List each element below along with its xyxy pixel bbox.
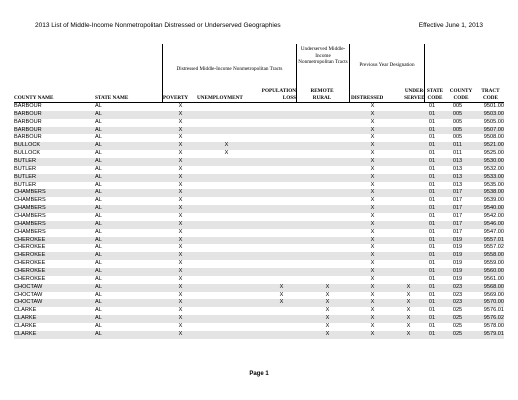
prev-underserved-cell: X (406, 315, 411, 322)
county-code-cell: 023 (452, 283, 463, 290)
tract-code-cell: 9503.00 (483, 110, 504, 117)
col-tract-code-header: TRACT CODE (481, 88, 500, 101)
table-row (14, 268, 504, 276)
table-row (14, 134, 504, 142)
prev-distressed-cell: X (370, 228, 375, 235)
county-cell: CHOCTAW (14, 291, 43, 298)
state-code-cell: 01 (428, 173, 436, 180)
table-row (14, 276, 504, 284)
county-code-cell: 017 (452, 228, 463, 235)
prev-distressed-cell: X (370, 323, 375, 330)
table-row (14, 174, 504, 182)
state-cell: AL (95, 260, 102, 267)
state-code-cell: 01 (428, 134, 436, 141)
prev-distressed-cell: X (370, 173, 375, 180)
poverty-cell: X (178, 268, 183, 275)
table-row (14, 197, 504, 205)
county-code-cell: 023 (452, 299, 463, 306)
state-code-cell: 01 (428, 165, 436, 172)
state-code-cell: 01 (428, 291, 436, 298)
poverty-cell: X (178, 283, 183, 290)
table-row (14, 221, 504, 229)
poverty-cell: X (178, 110, 183, 117)
header-divider (296, 44, 297, 102)
state-code-cell: 01 (428, 252, 436, 259)
tract-code-cell: 9547.00 (483, 228, 504, 235)
tract-code-cell: 9557.02 (483, 244, 504, 251)
county-code-cell: 017 (452, 197, 463, 204)
county-code-cell: 017 (452, 213, 463, 220)
table-row (14, 315, 504, 323)
table-row (14, 213, 504, 221)
tract-code-cell: 9576.02 (483, 315, 504, 322)
state-code-cell: 01 (428, 268, 436, 275)
remote-rural-cell: X (325, 330, 330, 337)
tract-code-cell: 9535.00 (483, 181, 504, 188)
state-code-cell: 01 (428, 330, 436, 337)
county-code-cell: 019 (452, 252, 463, 259)
county-code-cell: 019 (452, 268, 463, 275)
tract-table-body (14, 103, 504, 339)
county-cell: CHOCTAW (14, 299, 43, 306)
tract-code-cell: 9501.00 (483, 103, 504, 109)
state-cell: AL (95, 323, 102, 330)
table-row (14, 189, 504, 197)
poverty-cell: X (178, 291, 183, 298)
county-cell: CLARKE (14, 330, 37, 337)
population-loss-cell: X (279, 283, 284, 290)
state-code-cell: 01 (428, 275, 436, 282)
state-code-cell: 01 (428, 315, 436, 322)
prev-underserved-cell: X (406, 323, 411, 330)
county-cell: CHAMBERS (14, 205, 46, 212)
remote-rural-cell: X (325, 323, 330, 330)
prev-underserved-cell: X (406, 283, 411, 290)
col-state-code-header: STATE CODE (426, 88, 444, 101)
county-cell: CHAMBERS (14, 228, 46, 235)
county-cell: CHEROKEE (14, 268, 46, 275)
table-row (14, 142, 504, 150)
unemployment-cell: X (224, 150, 229, 157)
table-row (14, 252, 504, 260)
table-row (14, 205, 504, 213)
county-cell: CHEROKEE (14, 252, 46, 259)
remote-rural-cell: X (325, 307, 330, 314)
poverty-cell: X (178, 134, 183, 141)
county-cell: BARBOUR (14, 110, 42, 117)
prev-underserved-cell: X (406, 291, 411, 298)
prev-underserved-cell: X (406, 299, 411, 306)
table-row (14, 119, 504, 127)
state-cell: AL (95, 268, 102, 275)
tract-code-cell: 9568.00 (483, 283, 504, 290)
state-code-cell: 01 (428, 228, 436, 235)
poverty-cell: X (178, 323, 183, 330)
county-code-cell: 025 (452, 323, 463, 330)
poverty-cell: X (178, 260, 183, 267)
poverty-cell: X (178, 173, 183, 180)
tract-code-cell: 9508.00 (483, 134, 504, 141)
county-code-cell: 013 (452, 181, 463, 188)
tract-code-cell: 9505.00 (483, 118, 504, 125)
tract-code-cell: 9521.00 (483, 142, 504, 149)
county-cell: BUTLER (14, 165, 37, 172)
table-row (14, 166, 504, 174)
tract-code-cell: 9525.00 (483, 150, 504, 157)
county-cell: BULLOCK (14, 142, 41, 149)
state-cell: AL (95, 197, 102, 204)
county-code-cell: 005 (452, 110, 463, 117)
group-previous: Previous Year Designation (359, 62, 415, 68)
county-cell: CLARKE (14, 323, 37, 330)
state-cell: AL (95, 103, 102, 109)
tract-code-cell: 9557.01 (483, 236, 504, 243)
state-cell: AL (95, 158, 102, 165)
state-code-cell: 01 (428, 323, 436, 330)
state-code-cell: 01 (428, 283, 436, 290)
poverty-cell: X (178, 236, 183, 243)
state-cell: AL (95, 330, 102, 337)
county-code-cell: 005 (452, 134, 463, 141)
county-code-cell: 019 (452, 260, 463, 267)
tract-code-cell: 9540.00 (483, 205, 504, 212)
tract-code-cell: 9560.00 (483, 268, 504, 275)
county-code-cell: 005 (452, 126, 463, 133)
state-cell: AL (95, 283, 102, 290)
poverty-cell: X (178, 275, 183, 282)
poverty-cell: X (178, 213, 183, 220)
state-cell: AL (95, 118, 102, 125)
poverty-cell: X (178, 103, 183, 109)
state-cell: AL (95, 220, 102, 227)
state-cell: AL (95, 165, 102, 172)
state-cell: AL (95, 291, 102, 298)
state-cell: AL (95, 252, 102, 259)
table-row (14, 158, 504, 166)
state-code-cell: 01 (428, 197, 436, 204)
county-code-cell: 017 (452, 220, 463, 227)
state-cell: AL (95, 205, 102, 212)
col-population-loss-header: POPULATION LOSS (261, 88, 296, 101)
tract-code-cell: 9542.00 (483, 213, 504, 220)
poverty-cell: X (178, 228, 183, 235)
group-distressed: Distressed Middle-Income Nonmetropolitan Tracts (176, 66, 283, 72)
poverty-cell: X (178, 252, 183, 259)
poverty-cell: X (178, 189, 183, 196)
table-row (14, 284, 504, 292)
state-cell: AL (95, 307, 102, 314)
prev-distressed-cell: X (370, 299, 375, 306)
county-cell: BARBOUR (14, 103, 42, 109)
state-cell: AL (95, 173, 102, 180)
poverty-cell: X (178, 165, 183, 172)
state-code-cell: 01 (428, 142, 436, 149)
unemployment-cell: X (224, 142, 229, 149)
county-code-cell: 011 (453, 142, 462, 149)
table-row (14, 237, 504, 245)
poverty-cell: X (178, 315, 183, 322)
poverty-cell: X (178, 126, 183, 133)
tract-code-cell: 9532.00 (483, 165, 504, 172)
tract-code-cell: 9561.00 (483, 275, 504, 282)
state-cell: AL (95, 275, 102, 282)
county-cell: CLARKE (14, 307, 37, 314)
county-code-cell: 013 (452, 158, 463, 165)
col-remote-rural-header: REMOTE RURAL (310, 88, 334, 101)
table-row (14, 182, 504, 190)
tract-code-cell: 9539.00 (483, 197, 504, 204)
tract-code-cell: 9570.00 (483, 299, 504, 306)
county-code-cell: 025 (452, 307, 463, 314)
state-cell: AL (95, 142, 102, 149)
county-cell: BARBOUR (14, 134, 42, 141)
county-code-cell: 019 (452, 244, 463, 251)
tract-code-cell: 9576.01 (483, 307, 504, 314)
col-poverty-header: POVERTY (163, 95, 189, 101)
col-prev-underserved-header: UNDER- SERVED (404, 88, 425, 101)
county-code-cell: 011 (453, 150, 462, 157)
state-code-cell: 01 (428, 158, 436, 165)
col-county-header: COUNTY NAME (14, 95, 54, 101)
county-cell: CHEROKEE (14, 260, 46, 267)
state-code-cell: 01 (428, 205, 436, 212)
state-cell: AL (95, 134, 102, 141)
table-row (14, 150, 504, 158)
state-code-cell: 01 (428, 260, 436, 267)
table-row (14, 307, 504, 315)
tract-code-cell: 9530.00 (483, 158, 504, 165)
county-code-cell: 019 (452, 275, 463, 282)
poverty-cell: X (178, 307, 183, 314)
state-cell: AL (95, 236, 102, 243)
tract-code-cell: 9538.00 (483, 189, 504, 196)
state-code-cell: 01 (428, 307, 436, 314)
poverty-cell: X (178, 197, 183, 204)
prev-distressed-cell: X (370, 220, 375, 227)
table-row (14, 260, 504, 268)
county-code-cell: 005 (452, 118, 463, 125)
table-row (14, 323, 504, 331)
poverty-cell: X (178, 142, 183, 149)
remote-rural-cell: X (325, 291, 330, 298)
poverty-cell: X (178, 330, 183, 337)
county-cell: BUTLER (14, 158, 37, 165)
poverty-cell: X (178, 205, 183, 212)
prev-distressed-cell: X (370, 103, 375, 109)
state-cell: AL (95, 244, 102, 251)
table-row (14, 111, 504, 119)
state-cell: AL (95, 126, 102, 133)
state-code-cell: 01 (428, 126, 436, 133)
state-cell: AL (95, 213, 102, 220)
tract-code-cell: 9507.00 (483, 126, 504, 133)
state-cell: AL (95, 150, 102, 157)
prev-distressed-cell: X (370, 189, 375, 196)
county-code-cell: 005 (452, 103, 463, 109)
state-code-cell: 01 (428, 150, 436, 157)
state-cell: AL (95, 228, 102, 235)
prev-distressed-cell: X (370, 307, 375, 314)
table-row (14, 103, 504, 111)
poverty-cell: X (178, 181, 183, 188)
county-code-cell: 013 (452, 173, 463, 180)
county-cell: BUTLER (14, 173, 37, 180)
state-cell: AL (95, 189, 102, 196)
remote-rural-cell: X (325, 283, 330, 290)
poverty-cell: X (178, 244, 183, 251)
county-code-cell: 025 (452, 315, 463, 322)
county-cell: CHAMBERS (14, 189, 46, 196)
poverty-cell: X (178, 158, 183, 165)
table-row (14, 292, 504, 300)
county-code-cell: 025 (452, 330, 463, 337)
tract-code-cell: 9559.00 (483, 260, 504, 267)
table-row (14, 244, 504, 252)
state-code-cell: 01 (428, 103, 436, 109)
prev-distressed-cell: X (370, 260, 375, 267)
remote-rural-cell: X (325, 299, 330, 306)
prev-distressed-cell: X (370, 158, 375, 165)
county-code-cell: 013 (452, 165, 463, 172)
effective-date: Effective June 1, 2013 (418, 22, 483, 29)
remote-rural-cell: X (325, 315, 330, 322)
state-code-cell: 01 (428, 220, 436, 227)
state-code-cell: 01 (428, 118, 436, 125)
county-code-cell: 019 (452, 236, 463, 243)
tract-code-cell: 9533.00 (483, 173, 504, 180)
prev-distressed-cell: X (370, 275, 375, 282)
county-cell: CHAMBERS (14, 197, 46, 204)
county-cell: CHEROKEE (14, 244, 46, 251)
tract-code-cell: 9546.00 (483, 220, 504, 227)
state-cell: AL (95, 315, 102, 322)
col-state-header: STATE NAME (95, 95, 129, 101)
county-code-cell: 017 (452, 189, 463, 196)
document-title: 2013 List of Middle-Income Nonmetropolitan Distressed or Underserved Geographies (35, 22, 281, 29)
state-code-cell: 01 (428, 244, 436, 251)
prev-distressed-cell: X (370, 291, 375, 298)
col-unemployment-header: UNEMPLOYMENT (197, 95, 243, 101)
prev-distressed-cell: X (370, 197, 375, 204)
table-row (14, 299, 504, 307)
county-cell: BARBOUR (14, 126, 42, 133)
population-loss-cell: X (279, 299, 284, 306)
prev-distressed-cell: X (370, 268, 375, 275)
county-code-cell: 017 (452, 205, 463, 212)
tract-code-cell: 9578.00 (483, 323, 504, 330)
table-row (14, 229, 504, 237)
poverty-cell: X (178, 118, 183, 125)
state-code-cell: 01 (428, 181, 436, 188)
state-code-cell: 01 (428, 110, 436, 117)
county-cell: BARBOUR (14, 118, 42, 125)
county-cell: CHEROKEE (14, 236, 46, 243)
prev-distressed-cell: X (370, 150, 375, 157)
county-cell: BULLOCK (14, 150, 41, 157)
tract-code-cell: 9579.01 (483, 330, 504, 337)
header-divider (349, 44, 350, 102)
county-cell: CHAMBERS (14, 220, 46, 227)
prev-distressed-cell: X (370, 126, 375, 133)
prev-distressed-cell: X (370, 110, 375, 117)
county-cell: CHOCTAW (14, 283, 43, 290)
prev-distressed-cell: X (370, 134, 375, 141)
state-code-cell: 01 (428, 236, 436, 243)
poverty-cell: X (178, 150, 183, 157)
state-cell: AL (95, 181, 102, 188)
col-county-code-header: COUNTY CODE (449, 88, 473, 101)
county-cell: CHAMBERS (14, 213, 46, 220)
page-number: Page 1 (249, 371, 269, 377)
prev-distressed-cell: X (370, 213, 375, 220)
county-cell: CLARKE (14, 315, 37, 322)
prev-distressed-cell: X (370, 118, 375, 125)
state-code-cell: 01 (428, 299, 436, 306)
population-loss-cell: X (279, 291, 284, 298)
tract-code-cell: 9569.00 (483, 291, 504, 298)
prev-distressed-cell: X (370, 165, 375, 172)
prev-distressed-cell: X (370, 205, 375, 212)
county-code-cell: 023 (452, 291, 463, 298)
prev-underserved-cell: X (406, 330, 411, 337)
prev-distressed-cell: X (370, 252, 375, 259)
prev-distressed-cell: X (370, 244, 375, 251)
table-row (14, 127, 504, 135)
table-row (14, 331, 504, 339)
header-divider (162, 44, 163, 102)
state-cell: AL (95, 299, 102, 306)
prev-distressed-cell: X (370, 330, 375, 337)
county-cell: BUTLER (14, 181, 37, 188)
prev-distressed-cell: X (370, 181, 375, 188)
prev-distressed-cell: X (370, 283, 375, 290)
poverty-cell: X (178, 220, 183, 227)
prev-distressed-cell: X (370, 315, 375, 322)
prev-underserved-cell: X (406, 307, 411, 314)
prev-distressed-cell: X (370, 142, 375, 149)
state-code-cell: 01 (428, 213, 436, 220)
poverty-cell: X (178, 299, 183, 306)
prev-distressed-cell: X (370, 236, 375, 243)
county-cell: CHEROKEE (14, 275, 46, 282)
col-prev-distressed-header: DISTRESSED (351, 95, 384, 101)
tract-code-cell: 9558.00 (483, 252, 504, 259)
state-code-cell: 01 (428, 189, 436, 196)
state-cell: AL (95, 110, 102, 117)
group-underserved: Underserved Middle-Income Nonmetropolitan Tracts (298, 46, 348, 65)
